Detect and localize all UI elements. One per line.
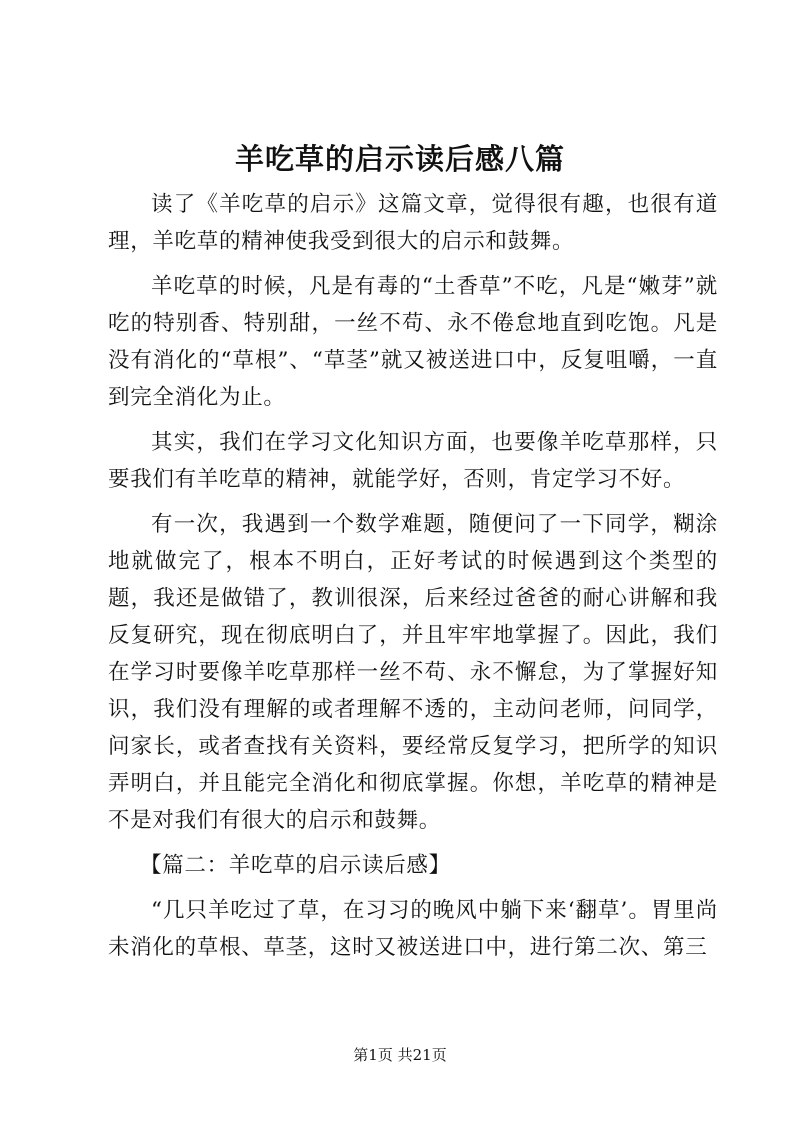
- paragraph-5: “几只羊吃过了草，在习习的晚风中躺下来‘翻草’。胃里尚未消化的草根、草茎，这时又被送进口中，进行第二次、第三: [108, 898, 718, 960]
- paragraph-2: 羊吃草的时候，凡是有毒的“土香草”不吃，凡是“嫩芽”就吃的特别香、特别甜，一丝不苟、永不倦怠地直到吃饱。凡是没有消化的“草根”、“草茎”就又被送进口中，反复咀嚼，一直到完全消化为止。: [108, 274, 718, 410]
- page-footer: 第1页 共21页: [353, 1046, 447, 1064]
- paragraph-3: 其实，我们在学习文化知识方面，也要像羊吃草那样，只要我们有羊吃草的精神，就能学好，否则，肯定学习不好。: [108, 430, 718, 492]
- document-body: [108, 186, 718, 974]
- document-title: 羊吃草的启示读后感八篇: [234, 142, 565, 176]
- section-heading: 【篇二：羊吃草的启示读后感】: [140, 853, 451, 878]
- paragraph-1: 读了《羊吃草的启示》这篇文章，觉得很有趣，也很有道理，羊吃草的精神使我受到很大的启示和鼓舞。: [108, 192, 718, 254]
- paragraph-4: 有一次，我遇到一个数学难题，随便问了一下同学，糊涂地就做完了，根本不明白，正好考试的时候遇到这个类型的题，我还是做错了，教训很深，后来经过爸爸的耐心讲解和我反复研究，现在彻底明白了，并且牢牢地掌握了。因此，我们在学习时要像羊吃草那样一丝不苟、永不懈怠，为了掌握好知识，我们没有理解的或者理解不透的，主动问老师，问同学，问家长，或者查找有关资料，要经常反复学习，把所学的知识弄明白，并且能完全消化和彻底掌握。你想，羊吃草的精神是不是对我们有很大的启示和鼓舞。: [108, 512, 718, 833]
